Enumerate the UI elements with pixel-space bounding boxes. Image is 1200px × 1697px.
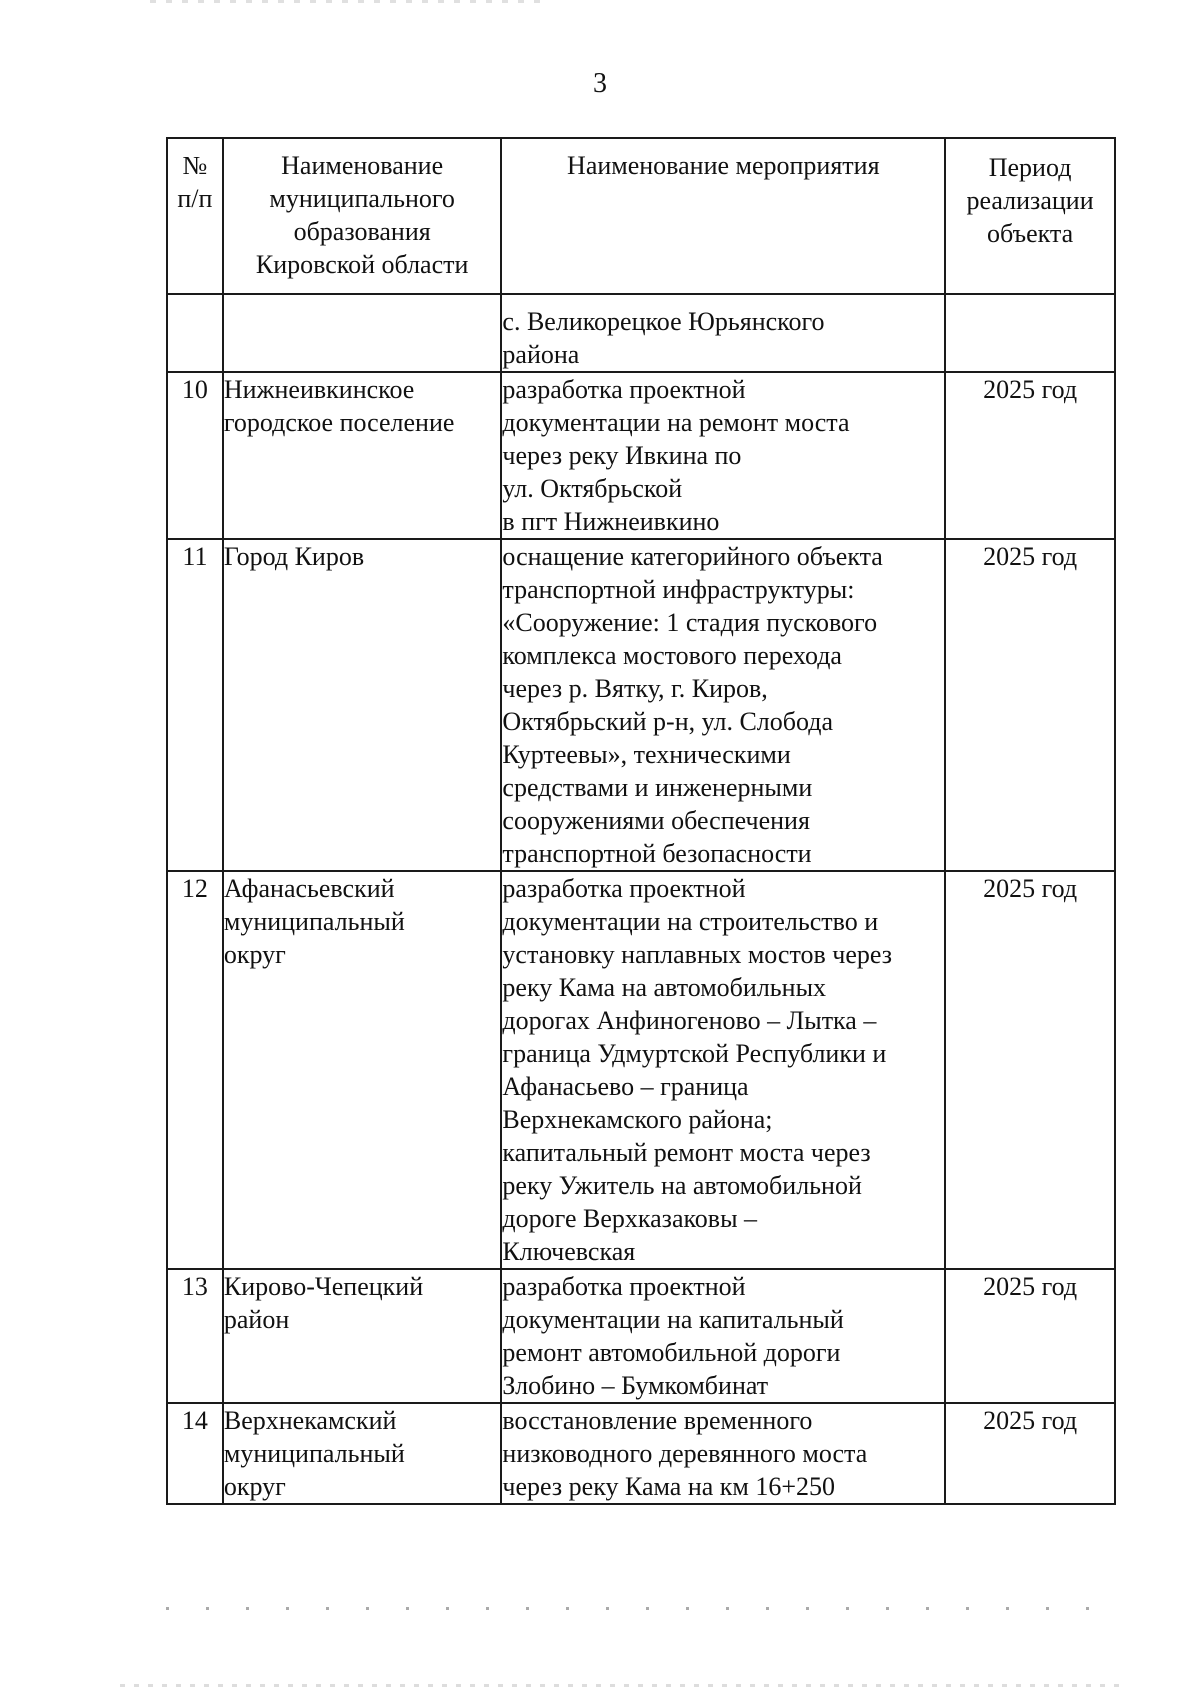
- table-header-row: [167, 138, 1115, 294]
- row-municipality: [223, 871, 502, 1269]
- table-row: [167, 871, 1115, 1269]
- activity-line: «Сооружение: 1 стадия пускового: [502, 608, 878, 637]
- row-period: 2025 год: [945, 372, 1115, 539]
- row-activity: [501, 871, 945, 1269]
- header-num: [167, 138, 223, 294]
- table-row: [167, 294, 1115, 372]
- header-period-line: объекта: [987, 219, 1074, 248]
- activity-line: документации на капитальный: [502, 1305, 844, 1334]
- activity-line: документации на ремонт моста: [502, 408, 850, 437]
- municipality-line: Верхнекамский: [223, 1406, 397, 1435]
- row-number: 10: [167, 372, 223, 539]
- activity-line: Злобино – Бумкомбинат: [502, 1371, 769, 1400]
- header-activity-line: Наименование мероприятия: [567, 151, 880, 180]
- table-row: [167, 1403, 1115, 1504]
- activity-line: транспортной инфраструктуры:: [502, 575, 855, 604]
- activity-line: капитальный ремонт моста через: [502, 1138, 871, 1167]
- municipality-line: муниципальный: [223, 1439, 405, 1468]
- activity-line: разработка проектной: [502, 375, 746, 404]
- activity-line: реку Кама на автомобильных: [502, 973, 827, 1002]
- municipality-line: городское поселение: [223, 408, 455, 437]
- row-period: 2025 год: [945, 1403, 1115, 1504]
- table-row: [167, 372, 1115, 539]
- row-number: 14: [167, 1403, 223, 1504]
- header-municipality-line: муниципального: [269, 184, 455, 213]
- header-municipality: [223, 138, 502, 294]
- header-period-line: Период: [988, 153, 1072, 182]
- row-activity: [501, 1403, 945, 1504]
- row-period: 2025 год: [945, 871, 1115, 1269]
- activity-line: реку Ужитель на автомобильной: [502, 1171, 862, 1200]
- activity-line: района: [502, 340, 580, 369]
- scan-artifact-bottom: [166, 1607, 1116, 1610]
- activity-line: разработка проектной: [502, 1272, 746, 1301]
- activity-line: транспортной безопасности: [502, 839, 812, 868]
- row-municipality: [223, 539, 502, 871]
- activity-line: дорогах Анфиногеново – Лытка –: [502, 1006, 877, 1035]
- municipality-line: Афанасьевский: [223, 874, 395, 903]
- activity-line: документации на строительство и: [502, 907, 879, 936]
- activity-line: Афанасьево – граница: [502, 1072, 749, 1101]
- row-number: 13: [167, 1269, 223, 1403]
- row-activity: [501, 539, 945, 871]
- header-num-line: №: [182, 151, 208, 180]
- municipality-line: округ: [223, 1472, 286, 1501]
- row-activity: [501, 294, 945, 372]
- municipality-line: округ: [223, 940, 286, 969]
- municipality-line: Кирово-Чепецкий: [223, 1272, 424, 1301]
- row-number: 12: [167, 871, 223, 1269]
- activity-line: разработка проектной: [502, 874, 746, 903]
- municipality-line: муниципальный: [223, 907, 405, 936]
- header-period-line: реализации: [966, 186, 1094, 215]
- row-activity: [501, 372, 945, 539]
- activity-line: сооружениями обеспечения: [502, 806, 810, 835]
- activity-line: через реку Кама на км 16+250: [502, 1472, 836, 1501]
- activity-line: средствами и инженерными: [502, 773, 813, 802]
- scan-artifact-top: [150, 0, 550, 3]
- row-municipality: [223, 294, 502, 372]
- activity-line: оснащение категорийного объекта: [502, 542, 883, 571]
- header-period: [945, 138, 1115, 294]
- table-row: [167, 1269, 1115, 1403]
- row-period: 2025 год: [945, 1269, 1115, 1403]
- activity-line: низководного деревянного моста: [502, 1439, 868, 1468]
- row-municipality: [223, 1403, 502, 1504]
- municipality-line: район: [223, 1305, 290, 1334]
- activity-line: комплекса мостового перехода: [502, 641, 842, 670]
- header-activity: [501, 138, 945, 294]
- row-number: 11: [167, 539, 223, 871]
- activity-line: дороге Верхказаковы –: [502, 1204, 758, 1233]
- activity-line: Верхнекамского района;: [502, 1105, 773, 1134]
- activity-line: Ключевская: [502, 1237, 636, 1266]
- activity-line: Октябрьский р-н, ул. Слобода: [502, 707, 834, 736]
- page-number: 3: [593, 68, 607, 99]
- header-municipality-line: образования: [293, 217, 431, 246]
- row-period: [945, 294, 1115, 372]
- activity-line: с. Великорецкое Юрьянского: [502, 307, 825, 336]
- activity-line: в пгт Нижнеивкино: [502, 507, 720, 536]
- activity-line: ул. Октябрьской: [502, 474, 683, 503]
- activity-line: ремонт автомобильной дороги: [502, 1338, 841, 1367]
- activity-line: установку наплавных мостов через: [502, 940, 893, 969]
- activity-line: восстановление временного: [502, 1406, 813, 1435]
- activity-line: Куртеевы», техническими: [502, 740, 791, 769]
- row-number: [167, 294, 223, 372]
- table-row: [167, 539, 1115, 871]
- header-municipality-line: Наименование: [281, 151, 444, 180]
- header-municipality-line: Кировской области: [255, 250, 469, 279]
- municipality-line: Нижнеивкинское: [223, 375, 415, 404]
- activity-line: через реку Ивкина по: [502, 441, 742, 470]
- municipality-line: Город Киров: [223, 542, 365, 571]
- row-municipality: [223, 1269, 502, 1403]
- row-municipality: [223, 372, 502, 539]
- header-num-line: п/п: [177, 184, 213, 213]
- activity-line: через р. Вятку, г. Киров,: [502, 674, 768, 703]
- row-activity: [501, 1269, 945, 1403]
- row-period: 2025 год: [945, 539, 1115, 871]
- scan-artifact-footer: [120, 1684, 1120, 1687]
- activity-line: граница Удмуртской Республики и: [502, 1039, 887, 1068]
- measures-table: [166, 137, 1116, 1505]
